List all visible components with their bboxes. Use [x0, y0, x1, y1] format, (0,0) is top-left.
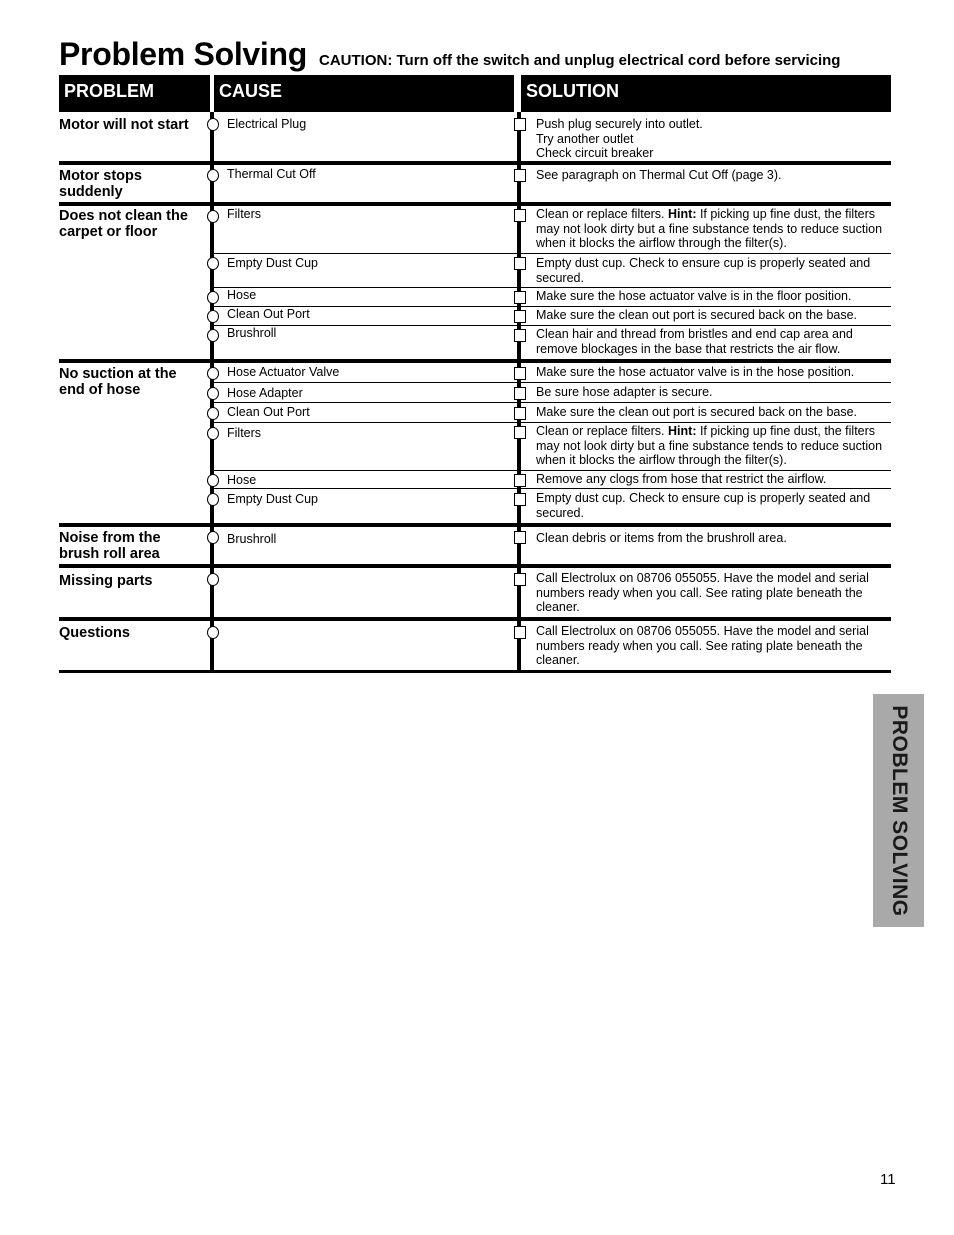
- cause-bullet-icon: [207, 169, 219, 182]
- cause-text: Electrical Plug: [227, 117, 307, 131]
- solution-text: Call Electrolux on 08706 055055. Have the model and serial numbers ready when you call. See rating plate beneath the cleaner.: [536, 624, 869, 667]
- solution-bullet-icon: [514, 493, 526, 506]
- cause-text: Hose: [227, 473, 257, 487]
- problem-group: [59, 363, 891, 527]
- solution-line: Check circuit breaker: [536, 146, 654, 160]
- problem-group: [59, 205, 891, 363]
- solution-bullet-icon: [514, 387, 526, 400]
- cause-text: Hose: [227, 288, 257, 302]
- solution-text: Clean or replace filters. Hint: If picking up fine dust, the filters may not look dirty but a fine substance tends to reduce suction when it blocks the airflow through the filter(s).: [536, 207, 883, 250]
- cause-text: Clean Out Port: [227, 405, 310, 419]
- header-problem: PROBLEM: [59, 75, 210, 112]
- problem-group: [59, 527, 891, 568]
- solution-text: Call Electrolux on 08706 055055. Have the model and serial numbers ready when you call. See rating plate beneath the cleaner.: [536, 571, 869, 614]
- header-solution: SOLUTION: [521, 75, 891, 112]
- solution-text: Make sure the clean out port is secured back on the base.: [536, 405, 858, 419]
- cause-bullet-icon: [207, 310, 219, 323]
- solution-bullet-icon: [514, 573, 526, 586]
- cause-bullet-icon: [207, 407, 219, 420]
- row-divider: [214, 382, 891, 383]
- section-side-tab: [873, 694, 924, 927]
- solution-text: Empty dust cup. Check to ensure cup is properly seated and secured.: [536, 491, 871, 520]
- solution-text: Empty dust cup. Check to ensure cup is properly seated and secured.: [536, 256, 871, 285]
- solution-bullet-icon: [514, 367, 526, 380]
- solution-bullet-icon: [514, 118, 526, 131]
- problem-label: Does not clean the carpet or floor: [59, 208, 188, 240]
- problem-group: [59, 621, 891, 675]
- caution-text: CAUTION: Turn off the switch and unplug electrical cord before servicing: [319, 52, 841, 69]
- cause-bullet-icon: [207, 573, 219, 586]
- row-divider: [214, 306, 891, 307]
- problem-group: [59, 568, 891, 621]
- table-header: [59, 75, 891, 112]
- solution-text: Make sure the hose actuator valve is in the floor position.: [536, 289, 852, 303]
- cause-text: Hose Adapter: [227, 386, 303, 400]
- header-cause: CAUSE: [214, 75, 514, 112]
- cause-bullet-icon: [207, 626, 219, 639]
- solution-bullet-icon: [514, 626, 526, 639]
- solution-bullet-icon: [514, 257, 526, 270]
- cause-bullet-icon: [207, 367, 219, 380]
- solution-bullet-icon: [514, 474, 526, 487]
- cause-text: Hose Actuator Valve: [227, 365, 340, 379]
- side-tab-label: PROBLEM SOLVING: [887, 704, 911, 917]
- row-divider: [214, 470, 891, 471]
- group-divider: [59, 670, 891, 673]
- cause-bullet-icon: [207, 118, 219, 131]
- cause-bullet-icon: [207, 474, 219, 487]
- problem-label: Motor stops suddenly: [59, 168, 142, 200]
- solution-bullet-icon: [514, 169, 526, 182]
- problem-label: Motor will not start: [59, 117, 189, 133]
- problem-label: Noise from the brush roll area: [59, 530, 161, 562]
- solution-bullet-icon: [514, 531, 526, 544]
- solution-text: Make sure the clean out port is secured back on the base.: [536, 308, 858, 322]
- problem-label: Missing parts: [59, 573, 153, 589]
- solution-text: [536, 117, 888, 161]
- problem-group: [59, 112, 891, 165]
- solution-text: Clean or replace filters. Hint: If picking up fine dust, the filters may not look dirty but a fine substance tends to reduce suction when it blocks the airflow through the filter(s).: [536, 424, 883, 467]
- row-divider: [214, 287, 891, 288]
- cause-text: Filters: [227, 426, 262, 440]
- solution-bullet-icon: [514, 407, 526, 420]
- row-divider: [214, 422, 891, 423]
- page-number: 11: [880, 1171, 896, 1188]
- cause-bullet-icon: [207, 291, 219, 304]
- cause-bullet-icon: [207, 257, 219, 270]
- row-divider: [214, 253, 891, 254]
- solution-text: See paragraph on Thermal Cut Off (page 3).: [536, 168, 782, 182]
- row-divider: [214, 402, 891, 403]
- cause-text: Empty Dust Cup: [227, 492, 319, 506]
- cause-bullet-icon: [207, 387, 219, 400]
- solution-text: Make sure the hose actuator valve is in the hose position.: [536, 365, 855, 379]
- solution-bullet-icon: [514, 426, 526, 439]
- cause-bullet-icon: [207, 210, 219, 223]
- title-bar: [59, 36, 891, 76]
- solution-text: Clean debris or items from the brushroll area.: [536, 531, 787, 545]
- row-divider: [214, 325, 891, 326]
- solution-text: Clean hair and thread from bristles and end cap area and remove blockages in the base that restricts the air flow.: [536, 327, 853, 356]
- cause-text: Empty Dust Cup: [227, 256, 319, 270]
- cause-bullet-icon: [207, 329, 219, 342]
- problem-label: Questions: [59, 625, 130, 641]
- cause-bullet-icon: [207, 531, 219, 544]
- row-divider: [214, 488, 891, 489]
- cause-bullet-icon: [207, 493, 219, 506]
- solution-text: Be sure hose adapter is secure.: [536, 385, 713, 399]
- solution-bullet-icon: [514, 310, 526, 323]
- cause-text: Brushroll: [227, 532, 277, 546]
- solution-bullet-icon: [514, 329, 526, 342]
- cause-text: Brushroll: [227, 326, 277, 340]
- solution-text: Remove any clogs from hose that restrict the airflow.: [536, 472, 827, 486]
- cause-text: Thermal Cut Off: [227, 167, 316, 181]
- problem-label: No suction at the end of hose: [59, 366, 177, 398]
- cause-text: Filters: [227, 207, 262, 221]
- page-title: Problem Solving: [59, 36, 307, 72]
- solution-line: Try another outlet: [536, 131, 634, 146]
- cause-text: Clean Out Port: [227, 307, 310, 321]
- solution-bullet-icon: [514, 209, 526, 222]
- solution-line: Push plug securely into outlet.: [536, 117, 703, 131]
- cause-bullet-icon: [207, 427, 219, 440]
- solution-bullet-icon: [514, 291, 526, 304]
- problem-group: [59, 165, 891, 205]
